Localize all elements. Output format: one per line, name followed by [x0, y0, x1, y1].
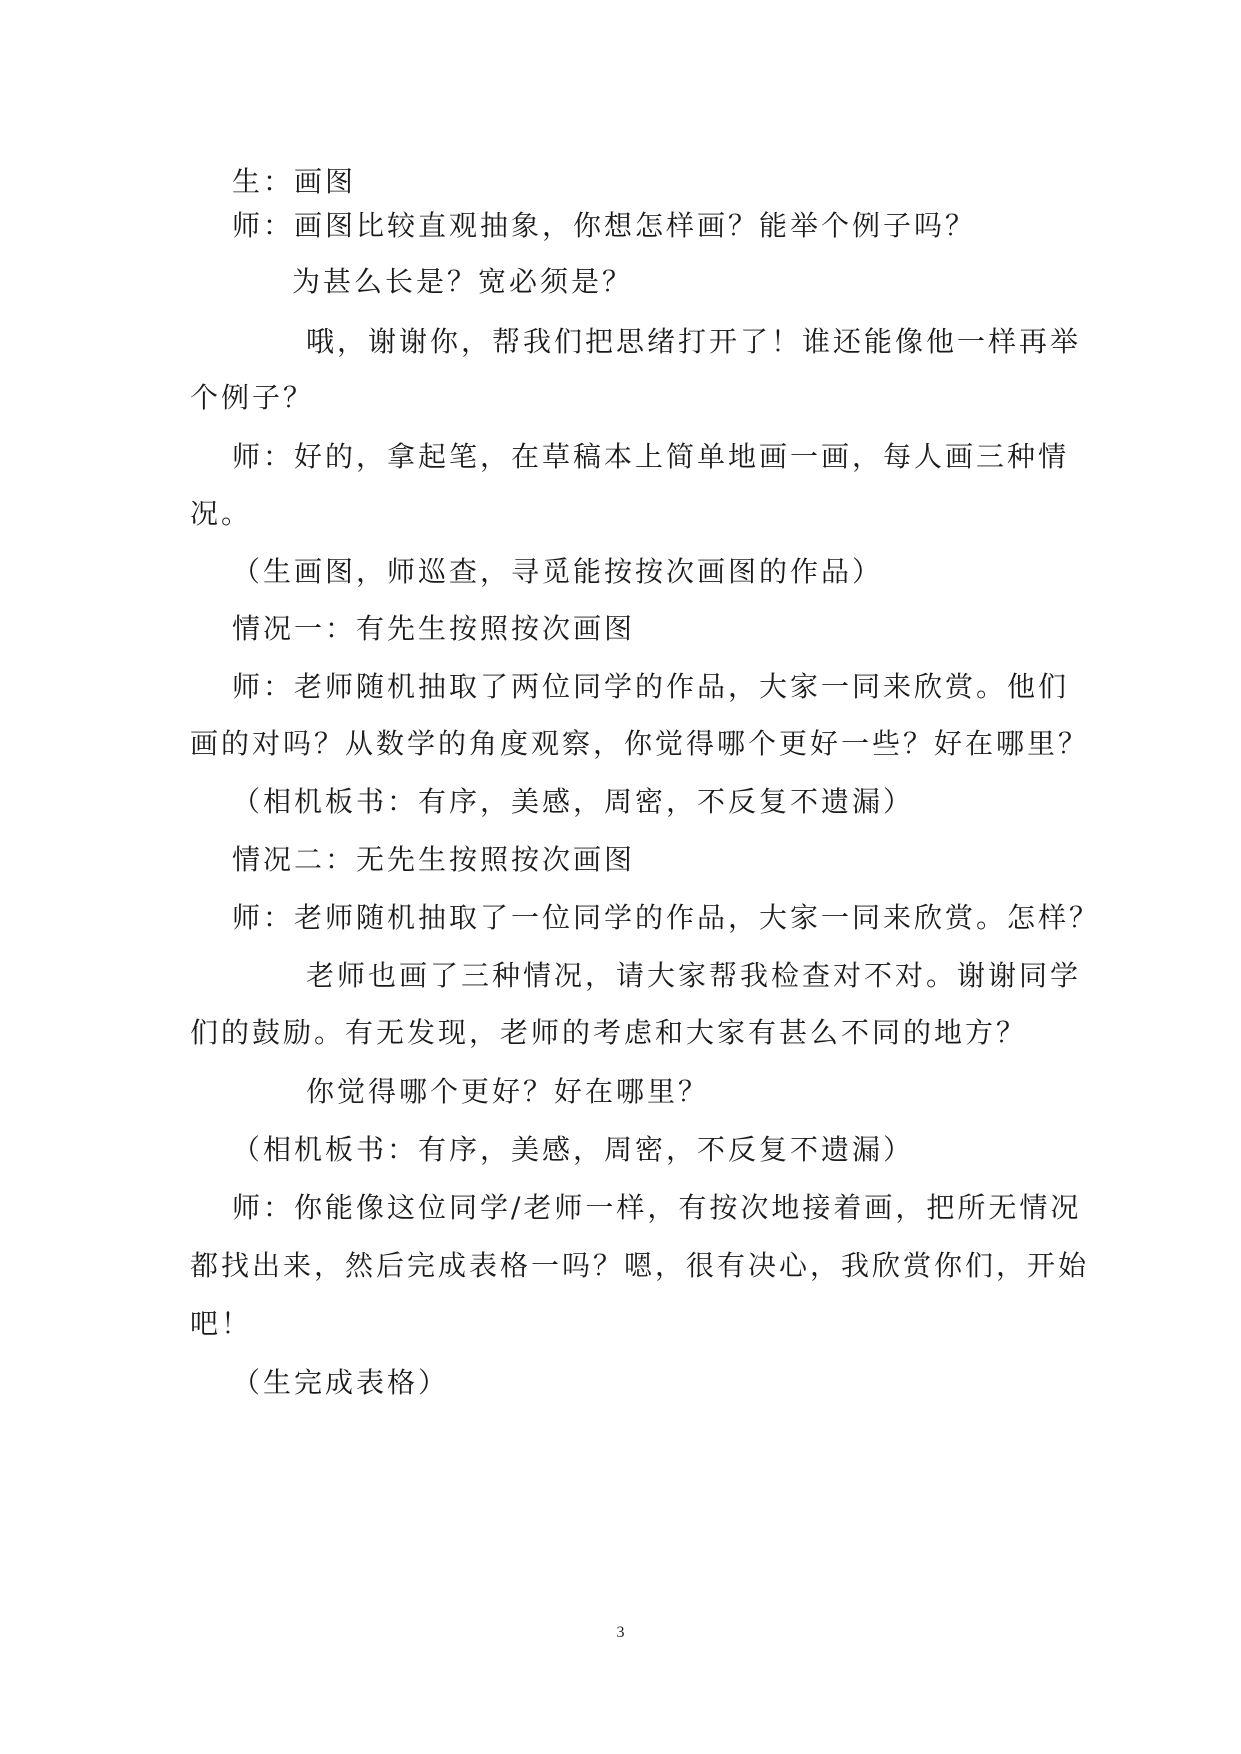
paragraph-line-teacher-continue-end: 吧！ [190, 1307, 253, 1340]
paragraph-line-teacher-three-cases-cont: 们的鼓励。有无发现，老师的考虑和大家有甚么不同的地方？ [190, 1016, 1028, 1049]
paragraph-line-thanks: 哦，谢谢你，帮我们把思绪打开了！谁还能像他一样再举 [306, 325, 1082, 358]
paragraph-line-thanks-cont: 个例子？ [190, 381, 315, 414]
paragraph-line-case-two: 情况二：无先生按照按次画图 [232, 843, 636, 876]
paragraph-line-teacher-draw-cont: 况。 [190, 497, 253, 530]
paragraph-line-students-drawing: （生画图，师巡查，寻觅能按按次画图的作品） [232, 555, 884, 588]
paragraph-line-case-one: 情况一：有先生按照按次画图 [232, 612, 636, 645]
paragraph-line-teacher-continue-cont: 都找出来，然后完成表格一吗？嗯，很有决心，我欣赏你们，开始 [190, 1249, 1090, 1282]
paragraph-line-board-notes-2: （相机板书：有序，美感，周密，不反复不遗漏） [232, 1133, 915, 1166]
paragraph-line-board-notes-1: （相机板书：有序，美感，周密，不反复不遗漏） [232, 785, 915, 818]
paragraph-line-why-length: 为甚么长是？宽必须是？ [292, 265, 634, 298]
paragraph-line-teacher-continue: 师：你能像这位同学/老师一样，有按次地接着画，把所无情况 [232, 1191, 1082, 1224]
paragraph-line-teacher-draw: 师：好的，拿起笔，在草稿本上简单地画一画，每人画三种情 [232, 440, 1070, 473]
paragraph-line-teacher-two-works: 师：老师随机抽取了两位同学的作品，大家一同来欣赏。他们 [232, 670, 1070, 703]
paragraph-line-student-draw: 生：画图 [232, 165, 357, 198]
paragraph-line-teacher-one-work: 师：老师随机抽取了一位同学的作品，大家一同来欣赏。怎样？ [232, 901, 1101, 934]
paragraph-line-which-better: 你觉得哪个更好？好在哪里？ [306, 1075, 710, 1108]
paragraph-line-teacher-question: 师：画图比较直观抽象，你想怎样画？能举个例子吗？ [232, 209, 977, 242]
paragraph-line-teacher-three-cases: 老师也画了三种情况，请大家帮我检查对不对。谢谢同学 [306, 959, 1082, 992]
page-number: 3 [616, 1624, 625, 1641]
paragraph-line-teacher-two-works-cont: 画的对吗？从数学的角度观察，你觉得哪个更好一些？好在哪里？ [190, 727, 1090, 760]
paragraph-line-complete-table: （生完成表格） [232, 1366, 450, 1399]
